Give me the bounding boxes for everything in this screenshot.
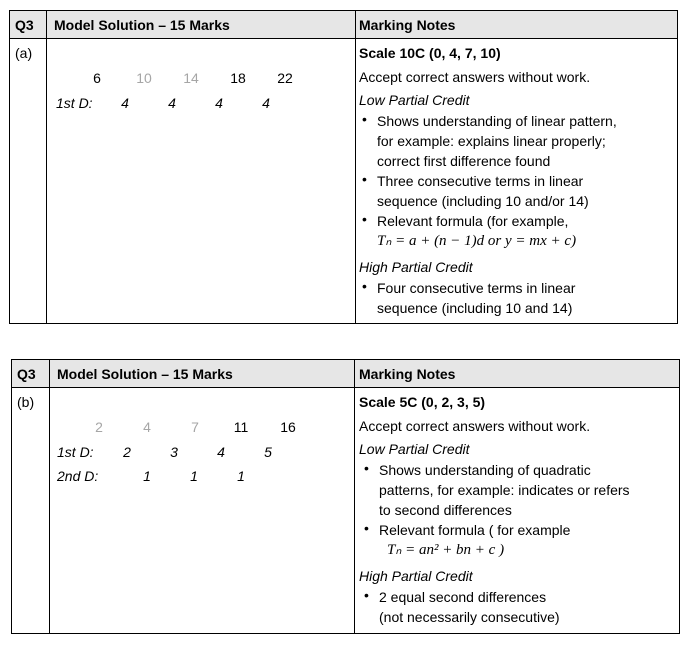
marking-notes-header: Marking Notes [359,366,456,382]
sequence-term: 22 [277,70,293,86]
first-difference-label: 1st D: [56,95,93,111]
bullet-line: sequence (including 10 and/or 14) [377,193,589,209]
column-divider [355,11,356,323]
bullet-line: Four consecutive terms in linear [377,280,576,296]
part-label: (b) [17,394,35,410]
sequence-term: 18 [230,70,246,86]
second-difference: 1 [237,468,245,484]
bullet-icon: • [364,460,369,476]
bullet-line: patterns, for example: indicates or refers [379,482,630,498]
bullet-line: (not necessarily consecutive) [379,609,560,625]
first-difference: 4 [168,95,176,111]
first-difference-label: 1st D: [57,444,94,460]
bullet-line: correct first difference found [377,153,551,169]
bullet-line: for example: explains linear properly; [377,133,606,149]
model-solution-header: Model Solution – 15 Marks [57,366,233,382]
column-divider [354,360,355,633]
first-difference: 2 [123,444,131,460]
bullet-icon: • [362,278,367,294]
formula-line: Tₙ = a + (n − 1)d or y = mx + c) [377,233,577,249]
high-partial-credit-title: High Partial Credit [359,259,473,275]
first-difference: 3 [170,444,178,460]
low-partial-credit-title: Low Partial Credit [359,441,470,457]
sequence-term: 6 [93,70,101,86]
sequence-term: 7 [191,419,199,435]
question-label: Q3 [15,17,34,33]
sequence-term: 4 [143,419,151,435]
bullet-line: 2 equal second differences [379,589,547,605]
first-difference: 4 [215,95,223,111]
sequence-term: 14 [183,70,199,86]
first-difference: 5 [264,444,272,460]
bullet-line: Shows understanding of quadratic [379,462,591,478]
formula-line: Tₙ = an² + bn + c ) [387,542,505,558]
sequence-term: 2 [95,419,103,435]
sequence-term: 10 [136,70,152,86]
sequence-term: 16 [280,419,296,435]
bullet-icon: • [364,587,369,603]
table-part-b [11,359,680,634]
first-difference: 4 [217,444,225,460]
bullet-line: Relevant formula ( for example [379,522,571,538]
bullet-line: to second differences [379,502,512,518]
low-partial-credit-title: Low Partial Credit [359,92,470,108]
bullet-icon: • [364,520,369,536]
accept-note: Accept correct answers without work. [359,418,591,434]
bullet-icon: • [362,111,367,127]
bullet-line: Three consecutive terms in linear [377,173,584,189]
scale: Scale 10C (0, 4, 7, 10) [359,45,501,61]
bullet-icon: • [362,171,367,187]
table-part-a [9,10,678,324]
column-divider [46,11,47,323]
second-difference-label: 2nd D: [57,468,99,484]
column-divider [49,360,50,633]
second-difference: 1 [190,468,198,484]
bullet-line: sequence (including 10 and 14) [377,300,573,316]
question-label: Q3 [17,366,36,382]
high-partial-credit-title: High Partial Credit [359,568,473,584]
first-difference: 4 [262,95,270,111]
part-label: (a) [15,45,33,61]
scale: Scale 5C (0, 2, 3, 5) [359,394,486,410]
accept-note: Accept correct answers without work. [359,69,591,85]
bullet-line: Relevant formula (for example, [377,213,569,229]
model-solution-header: Model Solution – 15 Marks [54,17,230,33]
second-difference: 1 [143,468,151,484]
sequence-term: 11 [233,419,249,435]
bullet-icon: • [362,211,367,227]
marking-notes-header: Marking Notes [359,17,456,33]
first-difference: 4 [121,95,129,111]
bullet-line: Shows understanding of linear pattern, [377,113,617,129]
